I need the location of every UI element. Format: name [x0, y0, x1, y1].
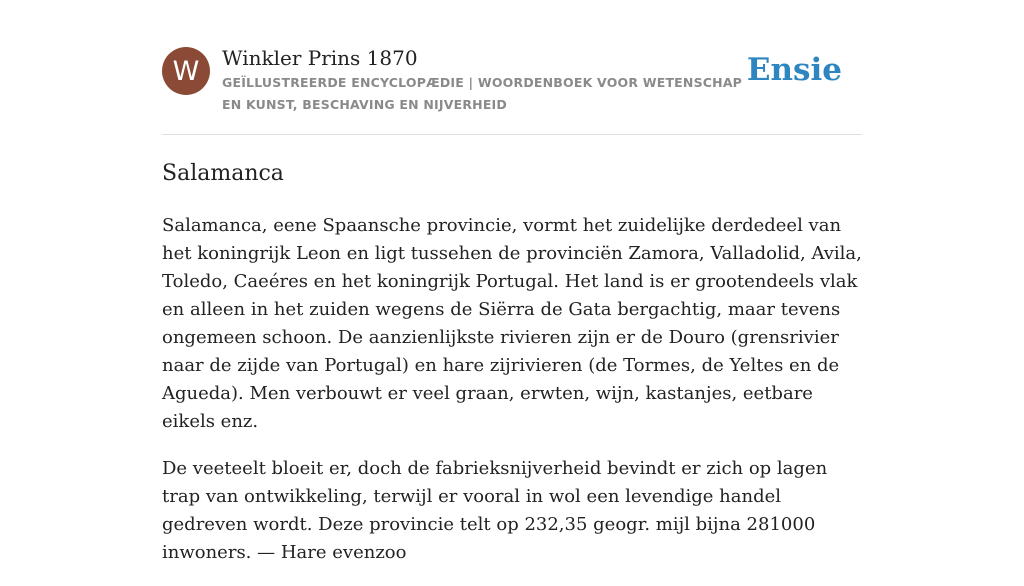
- article-paragraph: De veeteelt bloeit er, doch de fabrieksnijverheid bevindt er zich op lagen trap van ontwikkeling, terwijl er vooral in wol een levendige handel gedreven wordt. Deze provincie telt op 232,35 geogr. mijl bijna 281000 inwoners. — Hare evenzoo: [162, 458, 828, 563]
- brand-logo[interactable]: Ensie: [746, 52, 842, 88]
- article-body: [162, 212, 864, 586]
- source-subtitle: GEÏLLUSTREERDE ENCYCLOPÆDIE | WOORDENBOEK VOOR WETENSCHAP EN KUNST, BESCHAVING EN NIJVERHEID: [222, 75, 743, 112]
- article-title: Salamanca: [162, 161, 284, 186]
- content-container: [162, 0, 862, 563]
- header: [162, 0, 862, 135]
- avatar-letter: W: [172, 55, 200, 87]
- avatar[interactable]: [162, 47, 210, 95]
- article-paragraph: Salamanca, eene Spaansche provincie, vormt het zuidelijke derdedeel van het koningrijk Leon en ligt tussehen de provinciën Zamora, Valladolid, Avila, Toledo, Caeéres en het koningrijk Portugal. Het land is er grootendeels vlak en alleen in het zuiden wegens de Siërra de Gata bergachtig, maar tevens ongemeen schoon. De aanzienlijkste rivieren zijn er de Douro (grensrivier naar de zijde van Portugal) en hare zijrivieren (de Tormes, de Yeltes en de Agueda). Men verbouwt er veel graan, erwten, wijn, kastanjes, eetbare eikels enz.: [162, 215, 862, 432]
- source-title[interactable]: Winkler Prins 1870: [222, 46, 418, 70]
